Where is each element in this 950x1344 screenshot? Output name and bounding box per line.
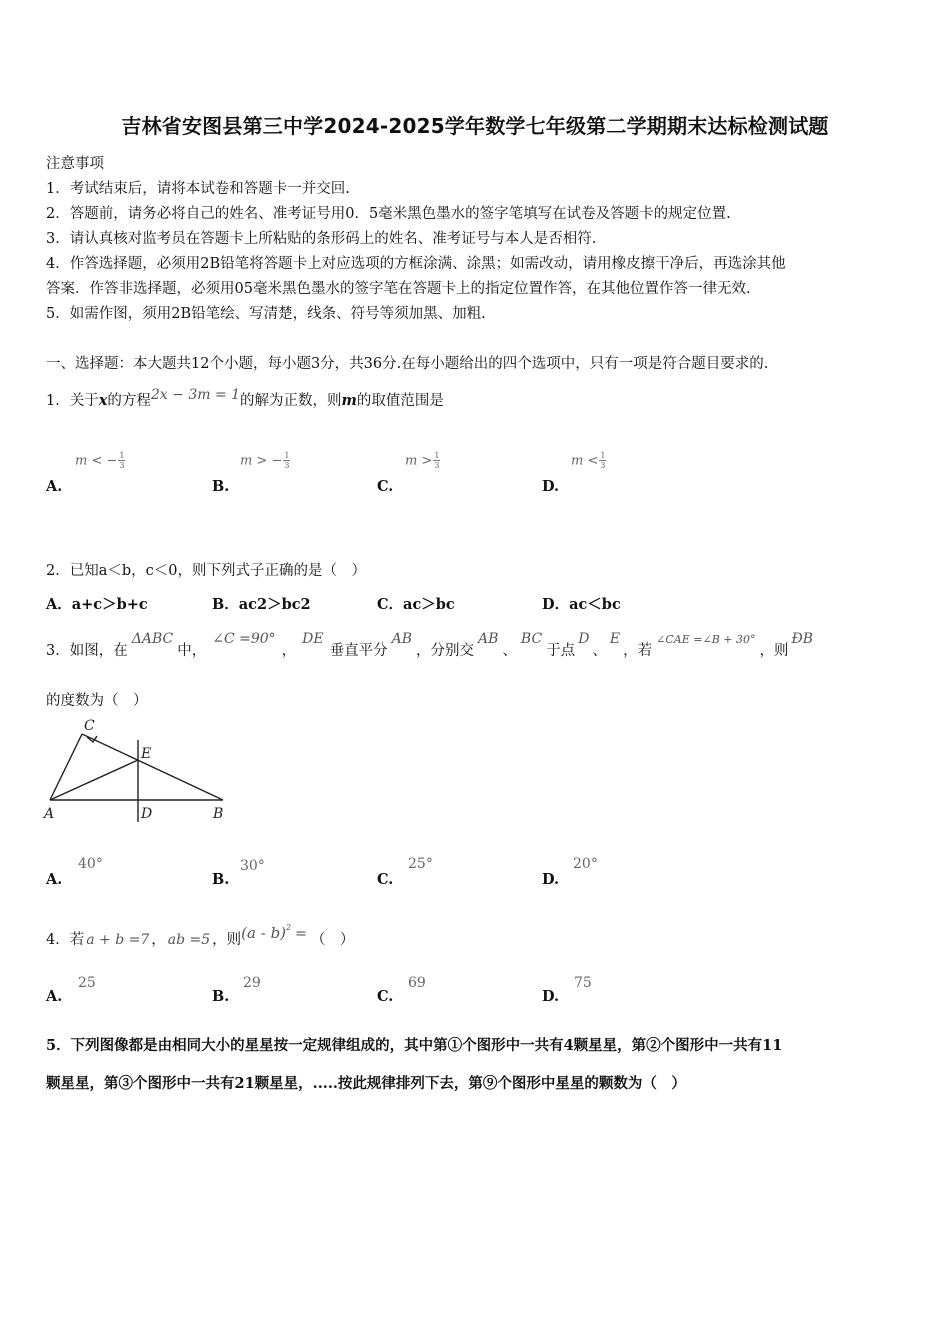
label-c: C bbox=[84, 718, 95, 734]
q4-option-b-value: 29 bbox=[243, 975, 261, 991]
q2-option-a[interactable]: A．a+c＞b+c bbox=[46, 596, 148, 613]
q4-option-c-label[interactable]: C. bbox=[377, 988, 394, 1005]
triangle-figure bbox=[40, 712, 240, 827]
question-4-stem: 4．若 a + b =7 ， ab =5 ，则(a - b)$^2$ = （ ） bbox=[46, 923, 355, 948]
label-a: A bbox=[44, 806, 55, 822]
q1-text: 的方程 bbox=[107, 393, 151, 409]
question-5-stem-cont: 颗星星，第③个图形中一共有21颗星星，.....按此规律排列下去，第⑨个图形中星星的颗数为（ ） bbox=[46, 1075, 686, 1092]
q1-text: 的解为正数，则 bbox=[240, 393, 342, 409]
q1-option-b-label[interactable]: B. bbox=[212, 478, 230, 495]
notice-item: 4．作答选择题，必须用2B铅笔将答题卡上对应选项的方框涂满、涂黑；如需改动，请用橡皮擦干净后，再选涂其他 bbox=[46, 256, 786, 272]
q1-option-d-math: m < $\frac{1}{3}$ bbox=[571, 451, 606, 470]
q2-option-b[interactable]: B．ac2＞bc2 bbox=[212, 596, 311, 613]
q4-option-d-label[interactable]: D. bbox=[542, 988, 560, 1005]
notice-item: 答案．作答非选择题，必须用05毫米黑色墨水的签字笔在答题卡上的指定位置作答，在其他位置作答一律无效. bbox=[46, 281, 751, 297]
q3-option-a-value: 40° bbox=[78, 856, 103, 872]
q1-text: 1．关于 bbox=[46, 393, 99, 409]
q3-option-b-label[interactable]: B. bbox=[212, 871, 230, 888]
q3-option-d-label[interactable]: D. bbox=[542, 871, 560, 888]
page-title: 吉林省安图县第三中学2024-2025学年数学七年级第二学期期末达标检测试题 bbox=[121, 114, 829, 138]
q2-option-d[interactable]: D．ac＜bc bbox=[542, 596, 621, 613]
q4-option-a-value: 25 bbox=[78, 975, 96, 991]
notice-item: 2．答题前，请务必将自己的姓名、准考证号用0．5毫米黑色墨水的签字笔填写在试卷及答题卡的规定位置. bbox=[46, 206, 731, 222]
notice-item: 1．考试结束后，请将本试卷和答题卡一并交回. bbox=[46, 181, 350, 197]
notice-heading: 注意事项 bbox=[46, 156, 104, 172]
q4-option-d-value: 75 bbox=[574, 975, 592, 991]
section-heading: 一、选择题：本大题共12个小题，每小题3分，共36分.在每小题给出的四个选项中，只有一项是符合题目要求的. bbox=[46, 356, 769, 372]
q1-var-m: m bbox=[341, 392, 357, 409]
q3-option-c-value: 25° bbox=[408, 856, 433, 872]
q3-option-c-label[interactable]: C. bbox=[377, 871, 394, 888]
question-3-stem: 3．如图，在ΔABC中，∠C =90°，DE垂直平分AB，分别交AB、BC于点D、E，若$^{\angle CAE =\angle B + 30^\circ}$，则ÐB bbox=[46, 631, 814, 659]
q2-option-c[interactable]: C．ac＞bc bbox=[377, 596, 455, 613]
notice-item: 3．请认真核对监考员在答题卡上所粘贴的条形码上的姓名、准考证号与本人是否相符. bbox=[46, 231, 597, 247]
q1-option-a-label[interactable]: A. bbox=[46, 478, 63, 495]
q4-option-a-label[interactable]: A. bbox=[46, 988, 63, 1005]
question-1-stem bbox=[46, 389, 444, 410]
label-e: E bbox=[141, 746, 152, 762]
q4-option-b-label[interactable]: B. bbox=[212, 988, 230, 1005]
q1-text: 的取值范围是 bbox=[356, 393, 444, 409]
segment-ac bbox=[50, 734, 82, 800]
q1-equation: 2x − 3m = 1 bbox=[150, 387, 241, 403]
question-5-stem: 5．下列图像都是由相同大小的星星按一定规律组成的，其中第①个图形中一共有4颗星星，第②个图形中一共有11 bbox=[46, 1037, 783, 1054]
segment-ae bbox=[50, 760, 138, 800]
question-3-stem-cont: 的度数为（ ） bbox=[46, 693, 148, 709]
q1-option-d-label[interactable]: D. bbox=[542, 478, 560, 495]
segment-cb bbox=[82, 734, 223, 800]
label-d: D bbox=[141, 806, 153, 822]
q1-var-x: x bbox=[98, 392, 108, 409]
q4-option-c-value: 69 bbox=[408, 975, 426, 991]
q1-option-c-math: m > $\frac{1}{3}$ bbox=[405, 451, 440, 470]
q1-option-a-math: m < − $\frac{1}{3}$ bbox=[75, 451, 125, 470]
q3-option-a-label[interactable]: A. bbox=[46, 871, 63, 888]
q3-option-b-value: 30° bbox=[240, 858, 265, 874]
q3-option-d-value: 20° bbox=[573, 856, 598, 872]
label-b: B bbox=[213, 806, 224, 822]
question-2-stem: 2．已知a＜b，c＜0，则下列式子正确的是（ ） bbox=[46, 563, 366, 579]
q1-option-b-math: m > − $\frac{1}{3}$ bbox=[240, 451, 290, 470]
q1-option-c-label[interactable]: C. bbox=[377, 478, 394, 495]
notice-item: 5．如需作图，须用2B铅笔绘、写清楚，线条、符号等须加黑、加粗. bbox=[46, 306, 486, 322]
